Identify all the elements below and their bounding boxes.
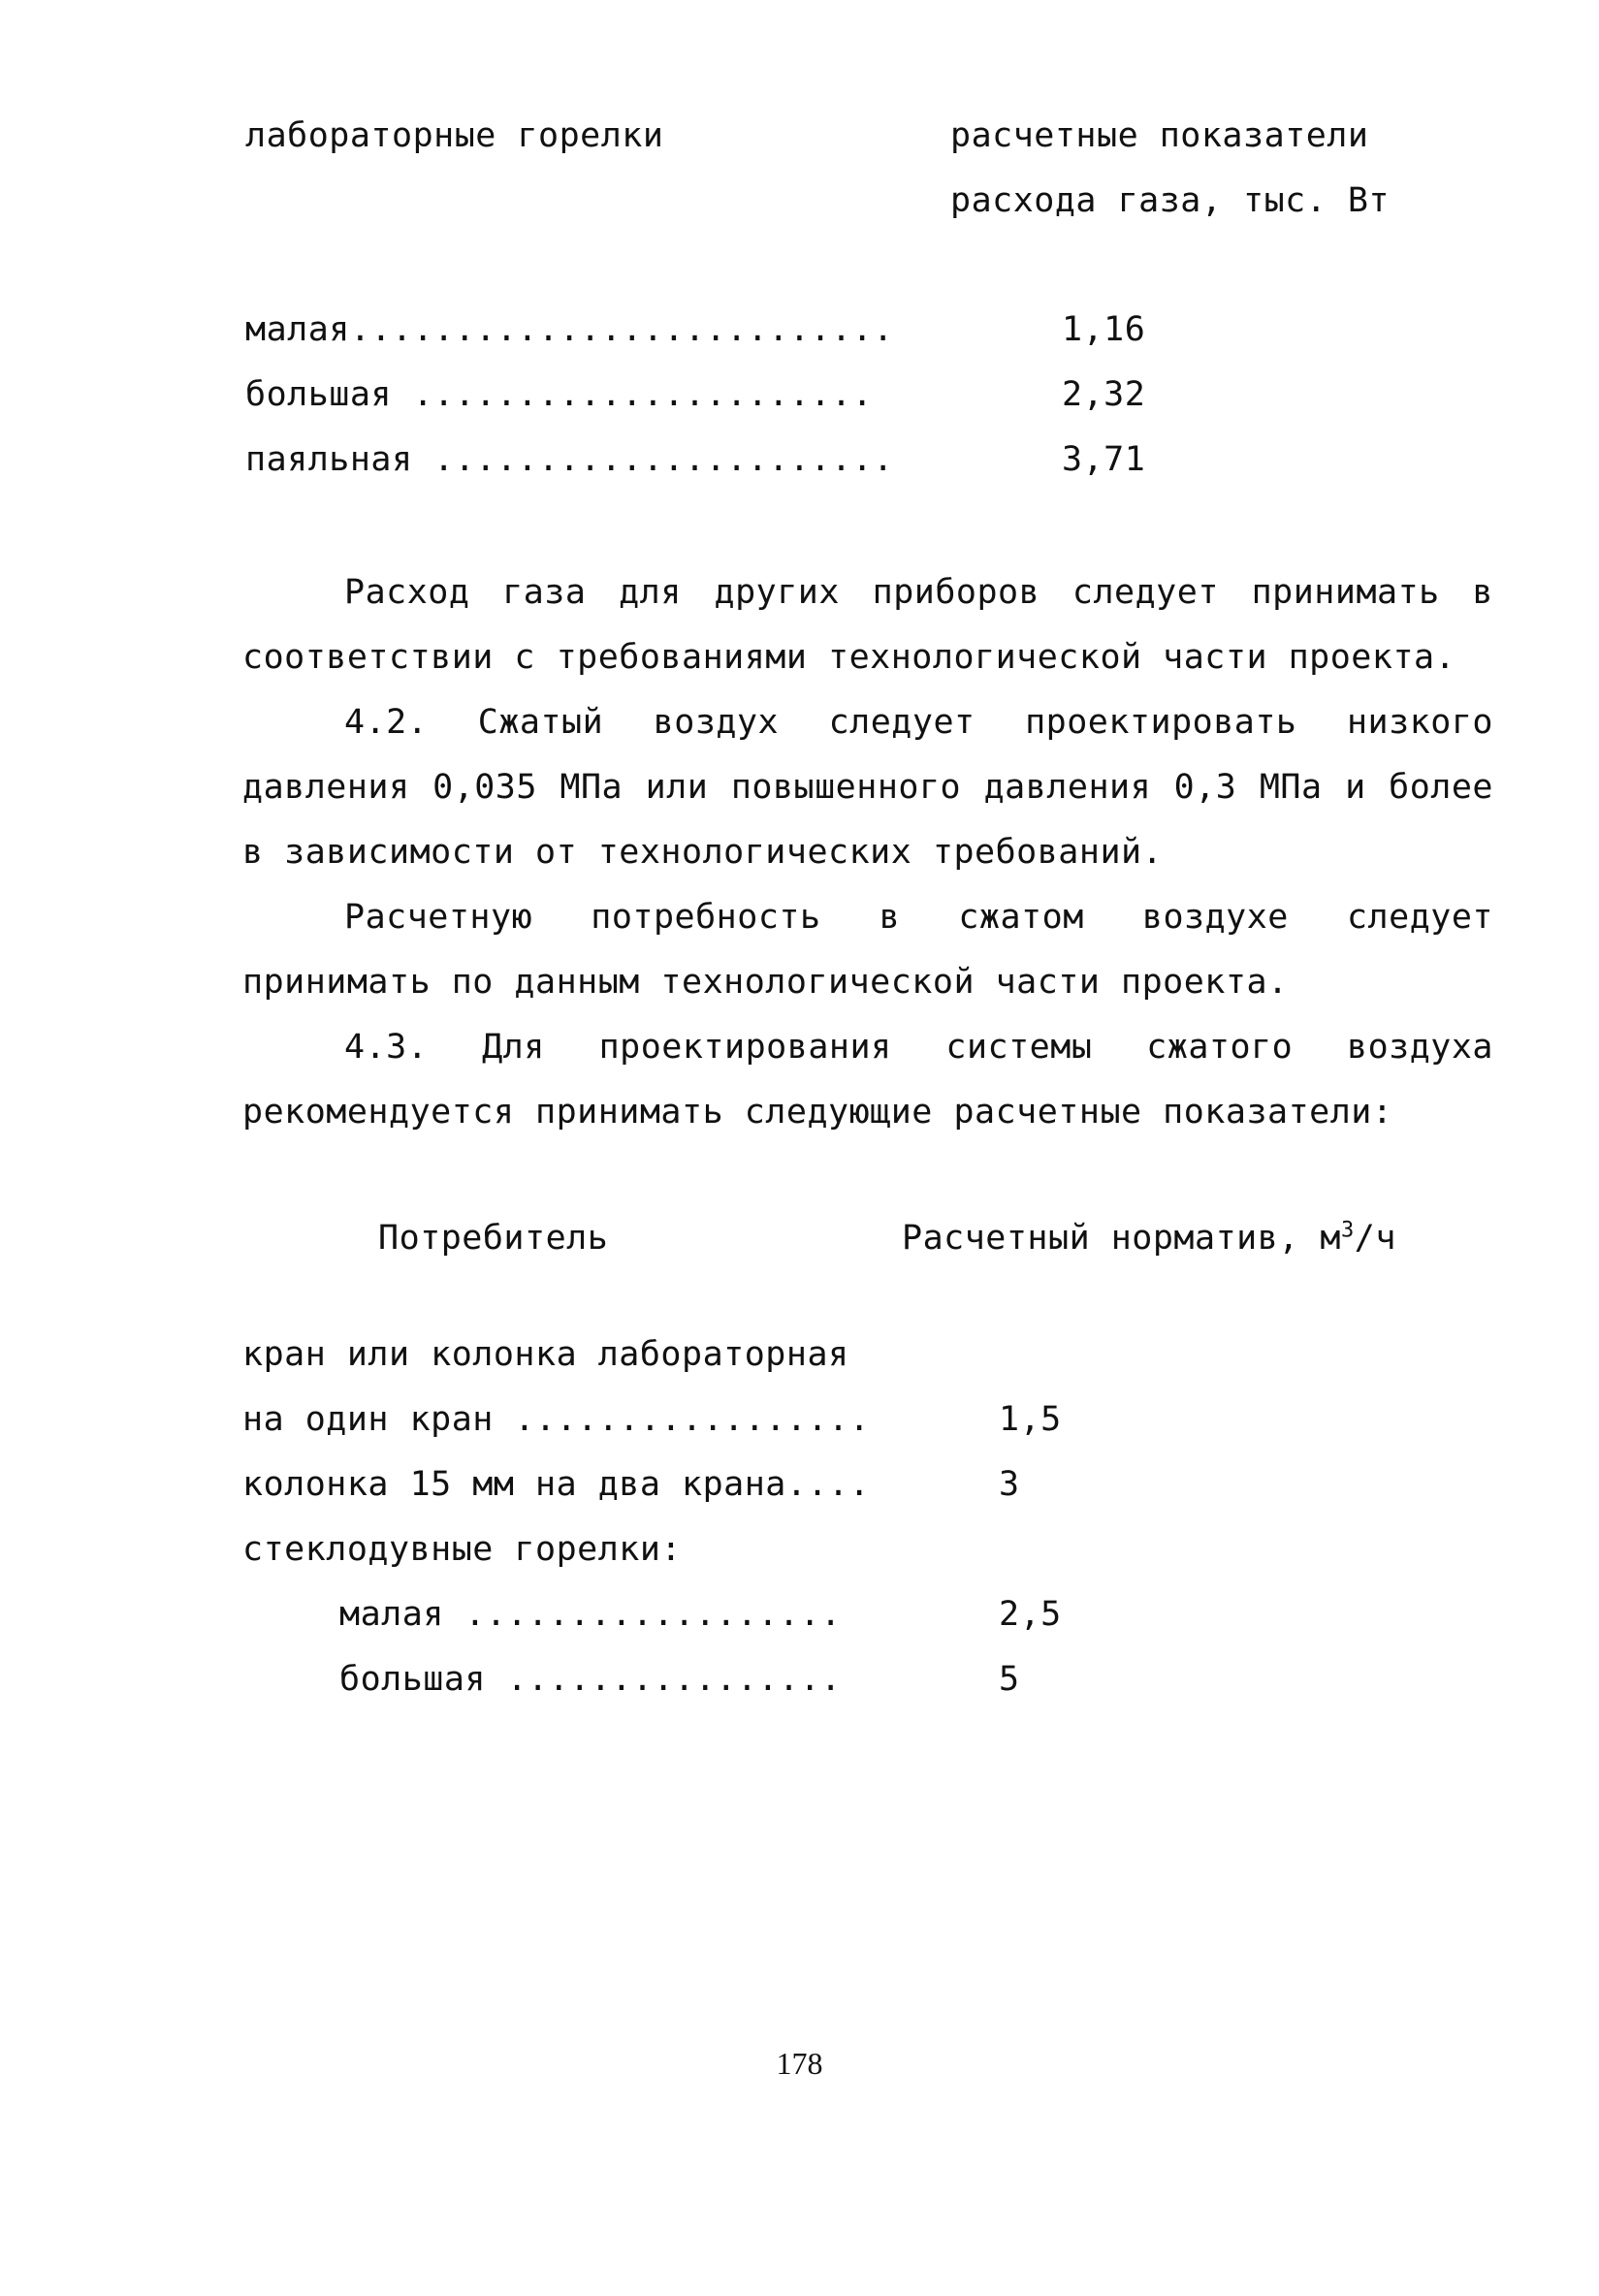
table1-row-value: 1,16 (1062, 310, 1146, 349)
table2-row-label: кран или колонка лабораторная (242, 1335, 849, 1374)
table1-row-label: большая ...................... (245, 375, 874, 414)
table2-col2-header-sup: 3 (1341, 1218, 1355, 1243)
paragraph-text: Расход газа для других приборов следует принимать в соответствии с требованиями технологической части проекта. (242, 573, 1493, 677)
table1-row-value: 2,32 (1062, 375, 1146, 414)
paragraph (242, 690, 1493, 885)
table2-col2-header (902, 1217, 1396, 1260)
table2-col2-header-text: Расчетный норматив, м (902, 1219, 1342, 1258)
table2-col1-header: Потребитель (378, 1219, 609, 1258)
table2-row-label: колонка 15 мм на два крана.... (242, 1465, 871, 1504)
table1-row-label: малая.......................... (245, 310, 894, 349)
paragraph (242, 1015, 1493, 1145)
paragraph-text: Расчетную потребность в сжатом воздухе следует принимать по данным технологической части проекта. (242, 898, 1493, 1002)
paragraph-text: 4.2. Сжатый воздух следует проектировать низкого давления 0,035 МПа или повышенного давления 0,3 МПа и более в зависимости от технологических требований. (242, 703, 1493, 872)
table1-row-value: 3,71 (1062, 440, 1146, 479)
table2-row-value: 1,5 (999, 1400, 1062, 1439)
page-number: 178 (776, 2046, 823, 2081)
table2-row-value: 3 (999, 1465, 1020, 1504)
table1-col2-header-line2: расхода газа, тыс. Вт (950, 181, 1391, 220)
table1-row-label: паяльная ...................... (245, 440, 894, 479)
table1-col1-header: лабораторные горелки (245, 116, 664, 155)
paragraph (242, 560, 1493, 690)
table2-col2-header-unit: /ч (1354, 1219, 1396, 1258)
paragraph (242, 885, 1493, 1015)
table2-row-label: стеклодувные горелки: (242, 1530, 683, 1569)
table2-row-label: на один кран ................. (242, 1400, 871, 1439)
table1-col2-header-line1: расчетные показатели (950, 116, 1369, 155)
table2-row-value: 5 (999, 1660, 1020, 1699)
table2-row-value: 2,5 (999, 1595, 1062, 1634)
table2-row-label: большая ................ (339, 1660, 842, 1699)
paragraph-text: 4.3. Для проектирования системы сжатого воздуха рекомендуется принимать следующие расчетные показатели: (242, 1028, 1493, 1132)
table2-row-label: малая .................. (339, 1595, 842, 1634)
